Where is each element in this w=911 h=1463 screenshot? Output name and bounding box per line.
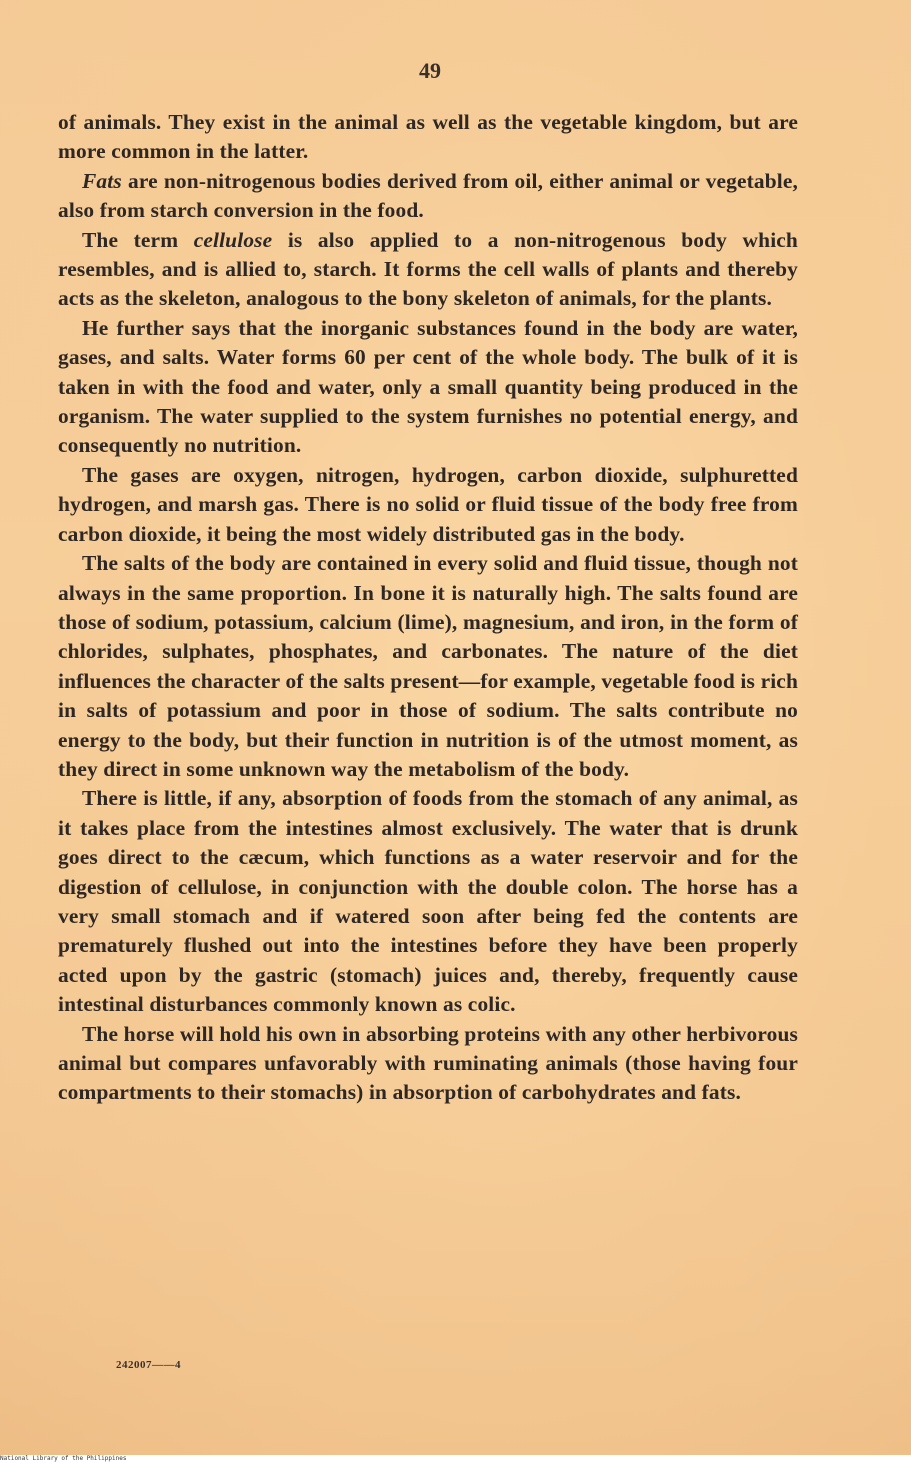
text-run: There is little, if any, absorption of foods from the stomach of any animal, as it takes place from the intestines almost exclusively. The water that is drunk goes direct to the cæcum, which functions as a water reservoir and for the digestion of cellulose, in conjunction with the double colon. The horse has a very small stomach and if watered soon after being fed the contents are prematurely flushed out into the intestines before they have been properly acted upon by the gastric (stomach) juices and, thereby, frequently cause intestinal disturbances commonly known as colic. (58, 786, 798, 1017)
text-run: is also applied to a non-nitrogenous body which resembles, and is allied to, starch. It forms the cell walls of plants and thereby acts as the skeleton, analogous to the bony skeleton of animals, for the plants. (58, 227, 798, 311)
text-run: The horse will hold his own in absorbing proteins with any other herbivorous animal but compares unfavorably with ruminating animals (those having four compartments to their stomachs) in absorption of carbohydrates and fats. (58, 1021, 798, 1105)
paragraph (58, 167, 798, 226)
text-run: are non-nitrogenous bodies derived from oil, either animal or vegetable, also from starch conversion in the food. (58, 168, 798, 223)
page-number: 49 (419, 58, 441, 83)
text-run: The term (82, 227, 194, 252)
text-run: He further says that the inorganic substances found in the body are water, gases, and salts. Water forms 60 per cent of the whole body. The bulk of it is taken in with the food and water, only a small quantity being produced in the organism. The water supplied to the system furnishes no potential energy, and consequently no nutrition. (58, 315, 798, 458)
paragraph (58, 226, 798, 314)
text-run: of animals. They exist in the animal as well as the vegetable kingdom, but are more common in the latter. (58, 110, 798, 164)
paragraph (58, 314, 798, 461)
paragraph (58, 1020, 798, 1108)
paragraph (58, 784, 798, 1019)
body-text (58, 108, 798, 1108)
library-credit: National Library of the Philippines (0, 1455, 911, 1463)
paragraph (58, 549, 798, 784)
paragraph (58, 461, 798, 549)
signature-mark: 242007——4 (116, 1359, 181, 1371)
paragraph (58, 108, 798, 167)
italic-term: cellulose (193, 227, 273, 252)
italic-term: Fats (82, 168, 122, 193)
text-run: The salts of the body are contained in every solid and fluid tissue, though not always in the same proportion. In bone it is naturally high. The salts found are those of sodium, potassium, calcium (lime), magnesium, and iron, in the form of chlorides, sulphates, phosphates, and carbonates. The nature of the diet influences the character of the salts present—for example, vegetable food is rich in salts of potassium and poor in those of sodium. The salts contribute no energy to the body, but their function in nutrition is of the utmost moment, as they direct in some unknown way the metabolism of the body. (58, 551, 798, 781)
text-run: The gases are oxygen, nitrogen, hydrogen, carbon dioxide, sulphuretted hydrogen, and marsh gas. There is no solid or fluid tissue of the body free from carbon dioxide, it being the most widely distributed gas in the body. (58, 462, 798, 546)
